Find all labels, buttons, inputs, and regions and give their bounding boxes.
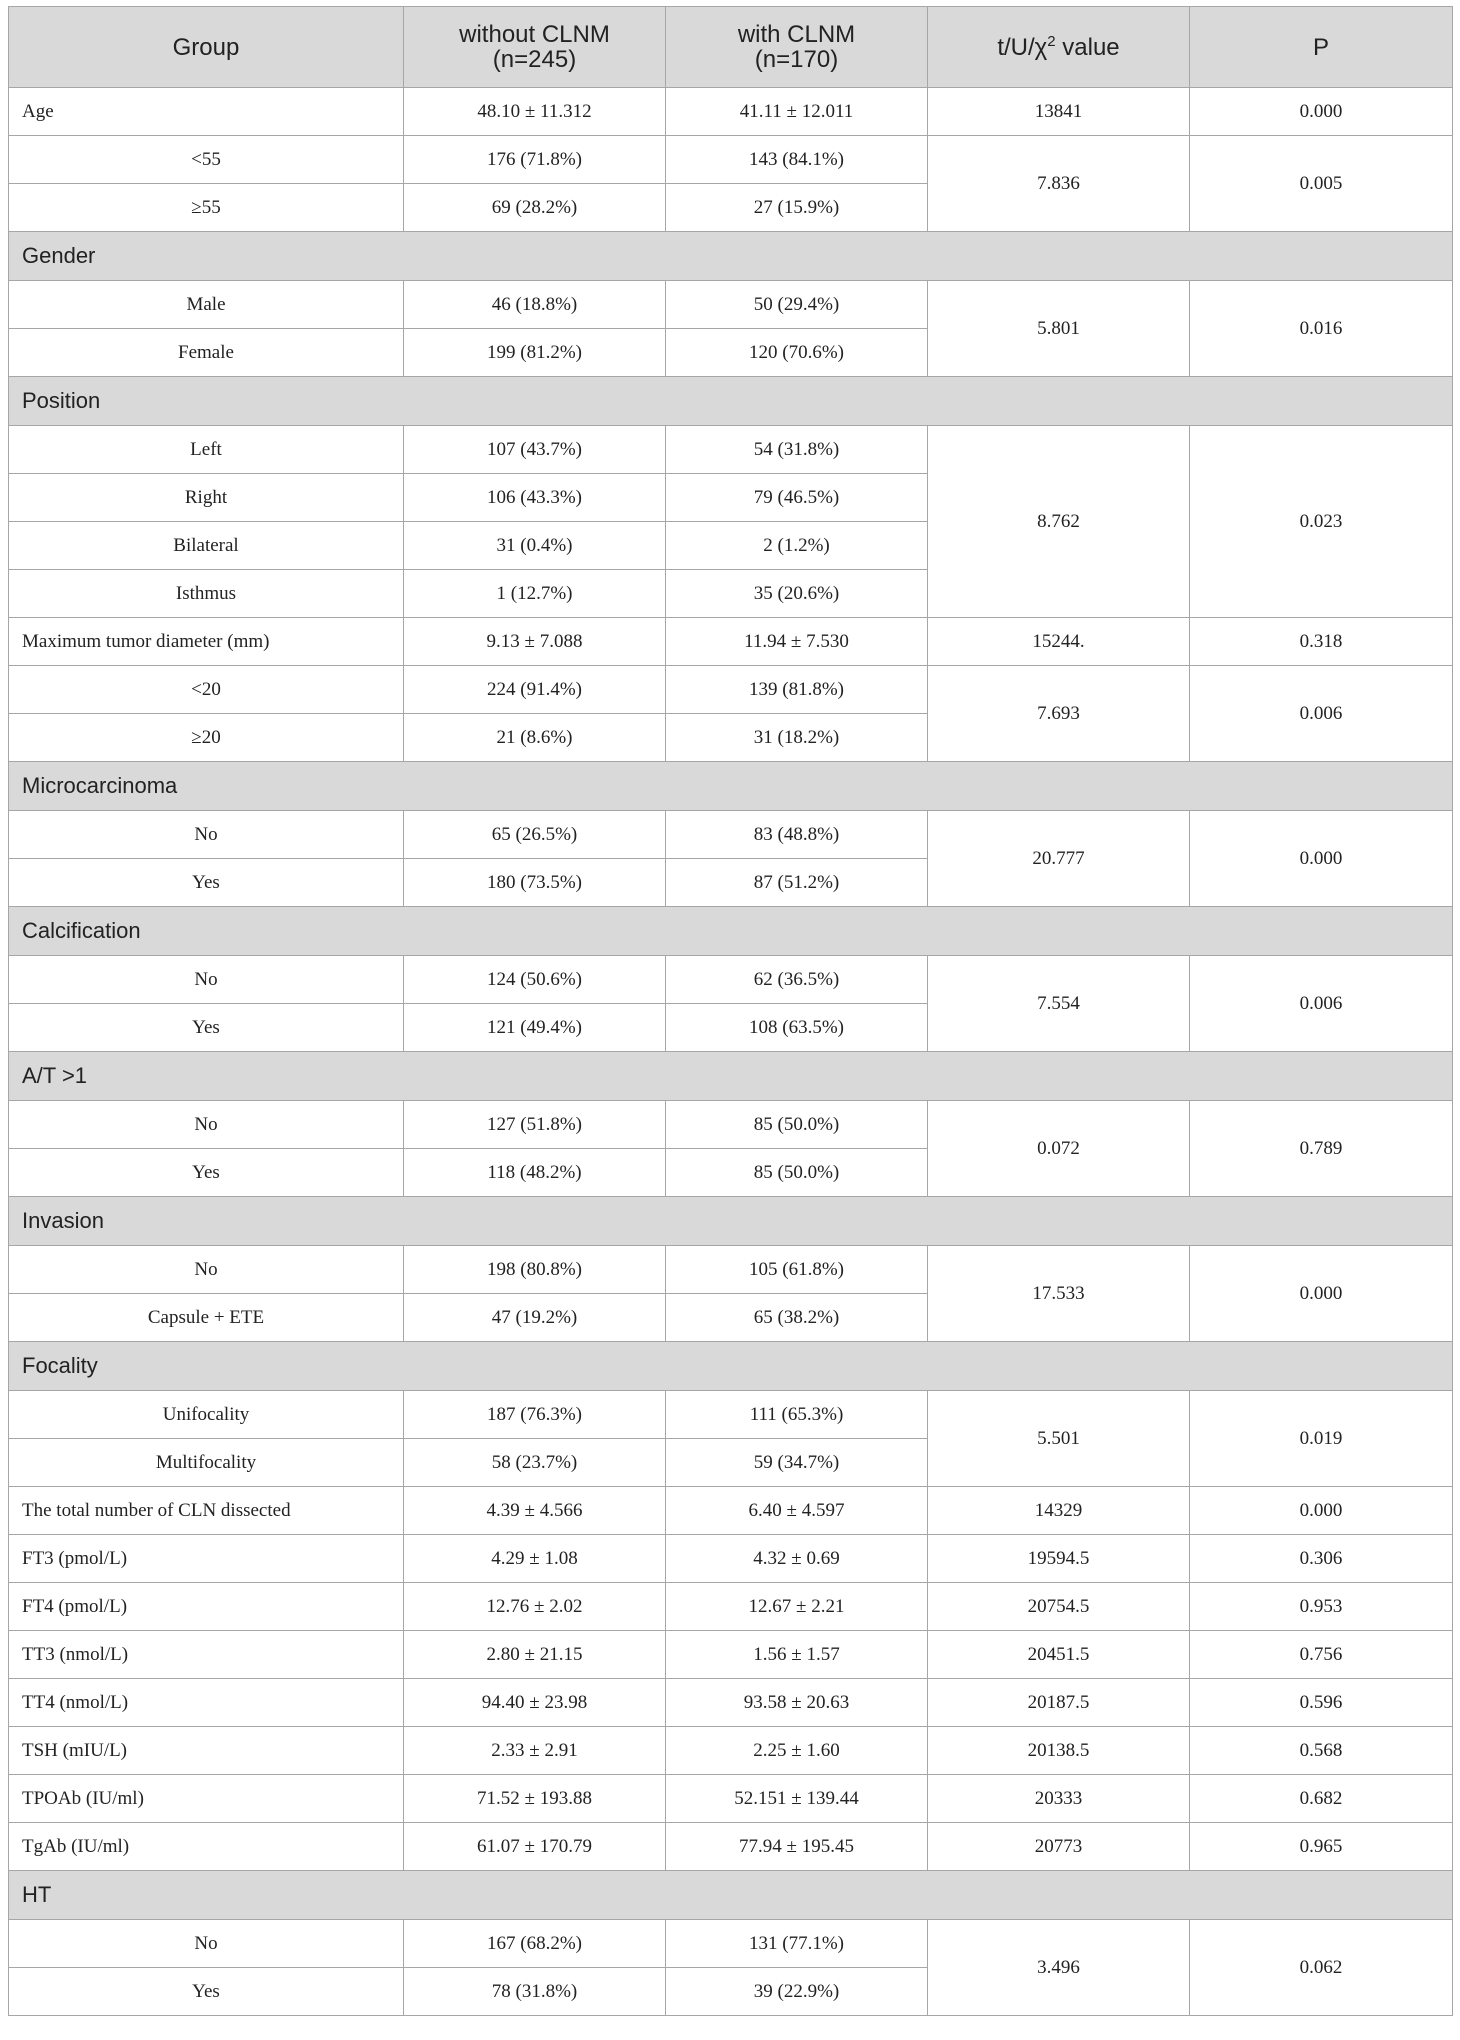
table-row [9, 1679, 1453, 1727]
cell-without: 78 (31.8%) [404, 1968, 666, 2016]
row-label: No [9, 811, 404, 859]
table-row [9, 1535, 1453, 1583]
row-label: TgAb (IU/ml) [9, 1823, 404, 1871]
cell-without: 61.07 ± 170.79 [404, 1823, 666, 1871]
cell-without: 69 (28.2%) [404, 184, 666, 232]
table-row [9, 1391, 1453, 1439]
cell-p: 0.596 [1190, 1679, 1453, 1727]
cell-without: 198 (80.8%) [404, 1246, 666, 1294]
row-label: No [9, 956, 404, 1004]
cell-without: 180 (73.5%) [404, 859, 666, 907]
table-row [9, 1823, 1453, 1871]
cell-without: 21 (8.6%) [404, 714, 666, 762]
cell-without: 65 (26.5%) [404, 811, 666, 859]
cell-p: 0.953 [1190, 1583, 1453, 1631]
cell-without: 199 (81.2%) [404, 329, 666, 377]
cell-p: 0.000 [1190, 1246, 1453, 1342]
cell-without: 4.39 ± 4.566 [404, 1487, 666, 1535]
category-row-ht [9, 1871, 1453, 1920]
cell-without: 1 (12.7%) [404, 570, 666, 618]
table-row [9, 666, 1453, 714]
row-label: TT4 (nmol/L) [9, 1679, 404, 1727]
cell-p: 0.006 [1190, 666, 1453, 762]
cell-with: 35 (20.6%) [666, 570, 928, 618]
cell-without: 2.33 ± 2.91 [404, 1727, 666, 1775]
cell-without: 47 (19.2%) [404, 1294, 666, 1342]
cell-with: 12.67 ± 2.21 [666, 1583, 928, 1631]
category-label: Calcification [9, 907, 1453, 956]
cell-stat: 7.554 [928, 956, 1190, 1052]
row-label: ≥55 [9, 184, 404, 232]
row-label: FT4 (pmol/L) [9, 1583, 404, 1631]
category-label: Gender [9, 232, 1453, 281]
category-label: Microcarcinoma [9, 762, 1453, 811]
table-row [9, 1487, 1453, 1535]
cell-p: 0.568 [1190, 1727, 1453, 1775]
row-label: Age [9, 88, 404, 136]
cell-p: 0.756 [1190, 1631, 1453, 1679]
category-row-at-ratio [9, 1052, 1453, 1101]
cell-p: 0.789 [1190, 1101, 1453, 1197]
cell-p: 0.306 [1190, 1535, 1453, 1583]
cell-without: 224 (91.4%) [404, 666, 666, 714]
cell-with: 85 (50.0%) [666, 1101, 928, 1149]
cell-without: 31 (0.4%) [404, 522, 666, 570]
table-row [9, 1583, 1453, 1631]
cell-stat: 20138.5 [928, 1727, 1190, 1775]
row-label: The total number of CLN dissected [9, 1487, 404, 1535]
cell-p: 0.000 [1190, 88, 1453, 136]
cell-without: 107 (43.7%) [404, 426, 666, 474]
row-label: Female [9, 329, 404, 377]
cell-stat: 17.533 [928, 1246, 1190, 1342]
cell-p: 0.016 [1190, 281, 1453, 377]
cell-with: 79 (46.5%) [666, 474, 928, 522]
header-group: Group [9, 7, 404, 88]
row-label: Unifocality [9, 1391, 404, 1439]
cell-without: 94.40 ± 23.98 [404, 1679, 666, 1727]
cell-with: 2.25 ± 1.60 [666, 1727, 928, 1775]
cell-with: 111 (65.3%) [666, 1391, 928, 1439]
cell-without: 167 (68.2%) [404, 1920, 666, 1968]
cell-p: 0.965 [1190, 1823, 1453, 1871]
cell-stat: 20187.5 [928, 1679, 1190, 1727]
cell-stat: 20451.5 [928, 1631, 1190, 1679]
cell-p: 0.000 [1190, 1487, 1453, 1535]
header-with-clnm: with CLNM (n=170) [666, 7, 928, 88]
cell-stat: 13841 [928, 88, 1190, 136]
table-row [9, 1631, 1453, 1679]
cell-with: 83 (48.8%) [666, 811, 928, 859]
cell-stat: 5.501 [928, 1391, 1190, 1487]
category-row-calcification [9, 907, 1453, 956]
table-row [9, 1775, 1453, 1823]
header-stat-value: $t/U/\chi^2$ value [928, 7, 1190, 88]
cell-without: 2.80 ± 21.15 [404, 1631, 666, 1679]
cell-with: 93.58 ± 20.63 [666, 1679, 928, 1727]
category-row-microcarcinoma [9, 762, 1453, 811]
row-label: TT3 (nmol/L) [9, 1631, 404, 1679]
cell-without: 58 (23.7%) [404, 1439, 666, 1487]
table-row [9, 1246, 1453, 1294]
cell-with: 11.94 ± 7.530 [666, 618, 928, 666]
header-row [9, 7, 1453, 88]
category-label: A/T >1 [9, 1052, 1453, 1101]
table-row [9, 811, 1453, 859]
cell-with: 59 (34.7%) [666, 1439, 928, 1487]
row-label: ≥20 [9, 714, 404, 762]
cell-with: 85 (50.0%) [666, 1149, 928, 1197]
row-label: Yes [9, 1968, 404, 2016]
cell-with: 139 (81.8%) [666, 666, 928, 714]
cell-without: 124 (50.6%) [404, 956, 666, 1004]
cell-stat: 3.496 [928, 1920, 1190, 2016]
category-row-position [9, 377, 1453, 426]
row-label: No [9, 1101, 404, 1149]
row-label: Left [9, 426, 404, 474]
row-label: TPOAb (IU/ml) [9, 1775, 404, 1823]
row-label: No [9, 1920, 404, 1968]
cell-with: 31 (18.2%) [666, 714, 928, 762]
cell-with: 54 (31.8%) [666, 426, 928, 474]
data-table [8, 6, 1453, 2016]
category-label: HT [9, 1871, 1453, 1920]
table-row [9, 136, 1453, 184]
cell-stat: 20333 [928, 1775, 1190, 1823]
row-label: No [9, 1246, 404, 1294]
cell-stat: 0.072 [928, 1101, 1190, 1197]
row-label: Yes [9, 1149, 404, 1197]
table-row [9, 88, 1453, 136]
characteristics-table [8, 6, 1452, 2016]
cell-with: 131 (77.1%) [666, 1920, 928, 1968]
table-row [9, 1101, 1453, 1149]
cell-with: 87 (51.2%) [666, 859, 928, 907]
cell-stat: 8.762 [928, 426, 1190, 618]
cell-without: 106 (43.3%) [404, 474, 666, 522]
cell-stat: 5.801 [928, 281, 1190, 377]
cell-without: 71.52 ± 193.88 [404, 1775, 666, 1823]
cell-p: 0.005 [1190, 136, 1453, 232]
category-label: Focality [9, 1342, 1453, 1391]
cell-stat: 19594.5 [928, 1535, 1190, 1583]
category-row-focality [9, 1342, 1453, 1391]
row-label: Right [9, 474, 404, 522]
cell-with: 50 (29.4%) [666, 281, 928, 329]
cell-with: 1.56 ± 1.57 [666, 1631, 928, 1679]
cell-without: 118 (48.2%) [404, 1149, 666, 1197]
cell-with: 65 (38.2%) [666, 1294, 928, 1342]
cell-stat: 7.693 [928, 666, 1190, 762]
cell-with: 143 (84.1%) [666, 136, 928, 184]
cell-without: 9.13 ± 7.088 [404, 618, 666, 666]
row-label: <20 [9, 666, 404, 714]
cell-with: 39 (22.9%) [666, 1968, 928, 2016]
cell-p: 0.000 [1190, 811, 1453, 907]
table-row [9, 956, 1453, 1004]
row-label: Capsule + ETE [9, 1294, 404, 1342]
table-row [9, 281, 1453, 329]
cell-p: 0.019 [1190, 1391, 1453, 1487]
cell-with: 52.151 ± 139.44 [666, 1775, 928, 1823]
category-row-gender [9, 232, 1453, 281]
cell-without: 4.29 ± 1.08 [404, 1535, 666, 1583]
cell-stat: 14329 [928, 1487, 1190, 1535]
row-label: Isthmus [9, 570, 404, 618]
row-label: Male [9, 281, 404, 329]
header-p: P [1190, 7, 1453, 88]
cell-stat: 20754.5 [928, 1583, 1190, 1631]
cell-with: 2 (1.2%) [666, 522, 928, 570]
cell-stat: 7.836 [928, 136, 1190, 232]
cell-without: 176 (71.8%) [404, 136, 666, 184]
cell-without: 46 (18.8%) [404, 281, 666, 329]
row-label: TSH (mIU/L) [9, 1727, 404, 1775]
cell-without: 12.76 ± 2.02 [404, 1583, 666, 1631]
table-row [9, 618, 1453, 666]
cell-p: 0.023 [1190, 426, 1453, 618]
cell-stat: 15244. [928, 618, 1190, 666]
table-row [9, 426, 1453, 474]
cell-p: 0.006 [1190, 956, 1453, 1052]
row-label: <55 [9, 136, 404, 184]
category-label: Invasion [9, 1197, 1453, 1246]
cell-p: 0.318 [1190, 618, 1453, 666]
row-label: Yes [9, 859, 404, 907]
row-label: Yes [9, 1004, 404, 1052]
row-label: Bilateral [9, 522, 404, 570]
cell-with: 105 (61.8%) [666, 1246, 928, 1294]
cell-without: 187 (76.3%) [404, 1391, 666, 1439]
category-label: Position [9, 377, 1453, 426]
cell-with: 4.32 ± 0.69 [666, 1535, 928, 1583]
cell-with: 62 (36.5%) [666, 956, 928, 1004]
row-label: FT3 (pmol/L) [9, 1535, 404, 1583]
cell-with: 77.94 ± 195.45 [666, 1823, 928, 1871]
cell-with: 27 (15.9%) [666, 184, 928, 232]
table-row [9, 1920, 1453, 1968]
cell-p: 0.682 [1190, 1775, 1453, 1823]
cell-without: 127 (51.8%) [404, 1101, 666, 1149]
cell-without: 121 (49.4%) [404, 1004, 666, 1052]
cell-with: 6.40 ± 4.597 [666, 1487, 928, 1535]
cell-stat: 20.777 [928, 811, 1190, 907]
cell-stat: 20773 [928, 1823, 1190, 1871]
table-row [9, 1727, 1453, 1775]
cell-with: 41.11 ± 12.011 [666, 88, 928, 136]
row-label: Maximum tumor diameter (mm) [9, 618, 404, 666]
category-row-invasion [9, 1197, 1453, 1246]
row-label: Multifocality [9, 1439, 404, 1487]
cell-without: 48.10 ± 11.312 [404, 88, 666, 136]
header-without-clnm: without CLNM (n=245) [404, 7, 666, 88]
cell-with: 108 (63.5%) [666, 1004, 928, 1052]
cell-p: 0.062 [1190, 1920, 1453, 2016]
cell-with: 120 (70.6%) [666, 329, 928, 377]
